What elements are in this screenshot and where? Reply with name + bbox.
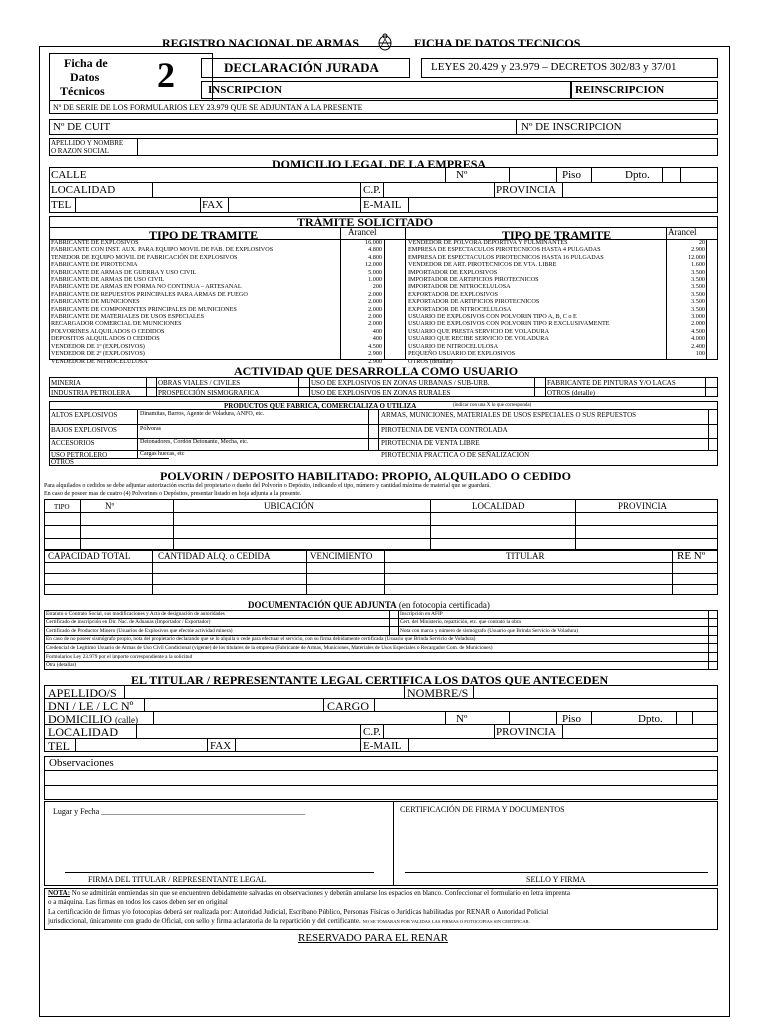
ficha-number: 2 (157, 55, 175, 95)
nota-text2: o a máquina. Las firmas en todos los casos deben ser en original (48, 898, 228, 906)
titular-title: EL TITULAR / REPRESENTANTE LEGAL CERTIFICA LOS DATOS QUE ANTECEDEN (131, 673, 609, 687)
producto-category: ALTOS EXPLOSIVOS (51, 411, 118, 419)
act-sismografica: PROSPECCIÓN SISMOGRAFICA (158, 389, 260, 397)
declaration-title: DECLARACIÓN JURADA (224, 60, 379, 75)
tit-tel-label: TEL (48, 739, 70, 753)
tramite-right-arancel: Arancel (668, 227, 697, 237)
tramite-left-item[interactable]: RECARGADOR COMERCIAL DE MUNICIONES (51, 320, 182, 328)
serie-label: Nº DE SERIE DE LOS FORMULARIOS LEY 23.979 QUE SE ADJUNTAN A LA PRESENTE (53, 103, 363, 112)
tit-piso-label: Piso (562, 713, 581, 725)
provincia-label: PROVINCIA (496, 184, 556, 196)
doc-subtitle: (en fotocopia certificada) (398, 600, 490, 610)
act-rurales: USO DE EXPLOSIVOS EN ZONAS RURALES (311, 389, 451, 397)
domicilio-title: DOMICILIO LEGAL DE LA EMPRESA (272, 157, 487, 171)
tramite-right-item[interactable]: USUARIO QUE PRESTA SERVICIO DE VOLADURA (408, 327, 550, 335)
productos-note: (indicar con una X lo que corresponda) (453, 403, 532, 408)
tit-cp-label: C.P. (363, 726, 381, 738)
reinscripcion-label: REINSCRIPCION (575, 84, 665, 96)
tramite-right-item[interactable]: EMPRESA DE ESPECTACULOS PIROTECNICOS HASTA 4 PULGADAS (408, 246, 601, 254)
tramite-right-item[interactable]: PEQUEÑO USUARIO DE EXPLOSIVOS (408, 350, 516, 358)
certificacion-label: CERTIFICACIÓN DE FIRMA Y DOCUMENTOS (400, 805, 565, 814)
registry-title: REGISTRO NACIONAL DE ARMAS (162, 36, 360, 50)
tramite-right-fee: 12.000 (687, 253, 705, 261)
razon-social-input[interactable] (138, 139, 717, 155)
tramite-left-col-title: TIPO DE TRAMITE (149, 228, 259, 242)
tramite-right-item[interactable]: VENDEDOR DE ART. PIROTECNICOS DE VTA. LIBRE (408, 261, 557, 269)
tramite-left-item[interactable]: FABRICANTE DE PIROTECNIA (51, 261, 138, 269)
doc-credencial: Credencial de Legítimo Usuario de Armas de Uso Civil Condicional (vigente) de los titulares de la empresa (Fabricante de Armas, Municiones, Materiales de Usos Especiales o Recargador Com. de Municiones) (46, 645, 493, 651)
tramite-left-item[interactable]: FABRICANTE DE ARMAS DE GUERRA Y USO CIVIL (51, 268, 197, 276)
producto-category: USO PETROLERO (51, 451, 108, 459)
firma-titular-label: FIRMA DEL TITULAR / REPRESENTANTE LEGAL (88, 875, 267, 884)
producto-category-right: PIROTECNIA PRACTICA O DE SEÑALIZACIÓN (381, 451, 530, 459)
tramite-right-item[interactable]: IMPORTADOR DE EXPLOSIVOS (408, 268, 498, 276)
doc-otra: Otra (detallar) (46, 662, 77, 668)
tramite-left-fee: 2.000 (368, 290, 382, 298)
polvorin-capacity-table (44, 549, 718, 595)
act-obras: OBRAS VIALES / CIVILES (158, 379, 241, 387)
doc-aduanas: Certificado de inscripción en Dir. Nac. de Aduanas (Importador / Exportador) (46, 619, 211, 625)
ficha-line1: Ficha de (64, 56, 108, 70)
tramite-right-item[interactable]: EXPORTADOR DE NITROCELULOSA (408, 305, 512, 313)
tit-cargo-label: CARGO (327, 699, 370, 713)
tramite-right-fee: 2.900 (691, 246, 705, 254)
tramite-right-item[interactable]: IMPORTADOR DE NITROCELULOSA (408, 283, 511, 291)
tramite-left-fee: 2.000 (368, 298, 382, 306)
tramite-right-fee: 3.000 (691, 313, 705, 321)
piso-label: Piso (562, 169, 581, 181)
tramite-right-item[interactable]: USUARIO QUE RECIBE SERVICIO DE VOLADURA (408, 335, 549, 343)
polv-re: RE Nº (677, 550, 706, 562)
nota-text5: NO SE TOMARAN POR VALIDAS LAS FIRMAS O FOTOCOPIAS SIN CERTIFICAR. (362, 919, 530, 924)
tramite-left-fee: 5.000 (368, 268, 382, 276)
reservado-renar: RESERVADO PARA EL RENAR (298, 932, 448, 944)
tramite-left-item[interactable]: POLVORINES ALQUILADOS O CEDIDOS (51, 327, 165, 335)
polvorin-note2: En caso de poseer mas de cuatro (4) Polvorines o Depósitos, presentar listado en hoja adjunta a la presente. (44, 491, 302, 497)
tit-email-label: E-MAIL (363, 740, 402, 752)
tramite-right-fee: 20 (698, 239, 705, 246)
tramite-right-fee (666, 358, 705, 365)
tramite-right-item[interactable]: IMPORTADOR DE ARTIFICIOS PIROTECNICOS (408, 276, 539, 284)
tramite-left-fee: 2.900 (368, 350, 382, 358)
tramite-right-item[interactable]: EXPORTADOR DE EXPLOSIVOS (408, 290, 498, 298)
producto-category: ACCESORIOS (51, 439, 95, 447)
tramite-right-item[interactable]: USUARIO DE EXPLOSIVOS CON POLVORIN TIPO A, B, C o E (408, 313, 577, 321)
tramite-left-item[interactable]: FABRICANTE DE MUNICIONES (51, 298, 140, 306)
tramite-left-item[interactable]: FABRICANTE CON INST. AUX. PARA EQUIPO MOVIL DE FAB. DE EXPLOSIVOS (51, 246, 274, 254)
nota-text1: No se admitirán enmiendas sin que se encuentren debidamente salvadas en observaciones y deberán anularse los espacios en blanco. Confeccionar el formulario en letra imprenta (71, 889, 570, 897)
tramite-left-item[interactable]: FABRICANTE DE ARMAS EN FORMA NO CONTINUA – ARTESANAL (51, 283, 242, 291)
tramite-right-fee: 4.500 (691, 327, 705, 335)
producto-category: BAJOS EXPLOSIVOS (51, 426, 117, 434)
tramite-right-item[interactable]: EMPRESA DE ESPECTACULOS PIROTECNICOS HASTA 16 PULGADAS (408, 253, 604, 261)
localidad-label: LOCALIDAD (51, 184, 116, 196)
producto-category-right: ARMAS, MUNICIONES, MATERIALES DE USOS ESPECIALES O SUS REPUESTOS (381, 411, 637, 419)
tramite-left-fee: 2.000 (368, 313, 382, 321)
doc-sismografo: Nota con marca y número de sismógrafo (Usuario que Brinda Servicio de Voladura) (400, 628, 579, 634)
tit-localidad-label: LOCALIDAD (48, 725, 118, 739)
tit-apellidos-label: APELLIDO/S (48, 686, 117, 700)
ficha-line3: Técnicos (60, 84, 105, 98)
tramite-left-fee: 4.800 (368, 246, 382, 254)
polv-provincia: PROVINCIA (618, 501, 668, 511)
producto-category: OTROS (51, 458, 74, 466)
tramite-left-fee: 12.000 (364, 261, 382, 269)
tramite-left-item[interactable]: TENEDOR DE EQUIPO MOVIL DE FABRICACIÓN DE EXPLOSIVOS (51, 253, 238, 261)
tramite-left-item[interactable]: FABRICANTE DE ARMAS DE USO CIVIL (51, 276, 165, 284)
sello-firma-label: SELLO Y FIRMA (526, 875, 586, 884)
doc-estatuto: Estatuto o Contrato Social, sus modificaciones y Acta de designación de autoridades (46, 611, 225, 617)
email-label: E-MAIL (363, 199, 402, 211)
tramite-left-fee: 2.000 (368, 320, 382, 328)
laws-text: LEYES 20.429 y 23.979 – DECRETOS 302/83 y 37/01 (431, 61, 677, 73)
producto-detail: Cargas huecas, etc (140, 451, 185, 457)
razon-social-label-1: APELLIDO Y NOMBRE (51, 139, 124, 147)
tramite-left-fee: 4.500 (368, 342, 382, 350)
tramite-left-fee: 400 (372, 335, 382, 343)
tit-dni-label: DNI / LE / LC Nº (48, 699, 134, 713)
act-petrolera: INDUSTRIA PETROLERA (51, 389, 131, 397)
polv-vencimiento: VENCIMIENTO (310, 551, 373, 561)
tramite-left-item[interactable]: VENDEDOR DE NITROCELULOSA (51, 357, 148, 365)
producto-detail: Dinamitas, Barros, Agente de Voladura, ANFO, etc. (140, 411, 265, 417)
cuit-input[interactable] (130, 119, 516, 135)
tit-fax-label: FAX (210, 740, 232, 752)
producto-detail: Detonadores, Cordón Detonante, Mecha, etc. (140, 439, 249, 445)
tramite-right-fee: 3.500 (691, 276, 705, 284)
ficha-line2: Datos (70, 70, 100, 84)
lugar-fecha: Lugar y Fecha ___________________________________________________ (53, 807, 306, 816)
tramite-left-item[interactable]: FABRICANTE DE EXPLOSIVOS (51, 239, 139, 246)
tramite-right-col-title: TIPO DE TRAMITE (502, 228, 612, 242)
act-otros: OTROS (detalle) (547, 389, 596, 397)
tramite-right-item[interactable]: USUARIO DE NITROCELULOSA (408, 342, 499, 350)
doc-title: DOCUMENTACIÓN QUE ADJUNTA (248, 600, 397, 610)
doc-title-row (248, 600, 490, 610)
tit-domicilio-label: DOMICILIO (48, 712, 112, 726)
tramite-left-fee: 4.800 (368, 253, 382, 261)
dpto-label: Dpto. (625, 169, 650, 181)
nota-line1 (48, 889, 570, 897)
tit-provincia-label: PROVINCIA (496, 726, 556, 738)
tramite-left-fee: 200 (372, 283, 382, 291)
polvorin-title: POLVORIN / DEPOSITO HABILITADO: PROPIO, ALQUILADO O CEDIDO (160, 469, 571, 483)
polv-cantidad: CANTIDAD ALQ. o CEDIDA (158, 551, 271, 561)
tramite-left-fee: 1.000 (368, 276, 382, 284)
tramite-right-fee: 100 (695, 350, 705, 358)
tit-calle-label: (calle) (115, 715, 138, 725)
razon-social-label-2: O RAZON SOCIAL (51, 147, 109, 155)
polvorin-note1: Para alquilados o cedidos se debe adjuntar autorización escrita del propietario o dueño del Polvorín o Depósito, indicando el tipo, número y cantidad máxima de material que se guardará. (44, 483, 491, 489)
producto-category-right: PIROTECNIA DE VENTA LIBRE (381, 439, 480, 447)
tramite-left-item[interactable]: FABRICANTE DE MATERIALES DE USOS ESPECIALES (51, 313, 205, 321)
polv-tipo: TIPO (54, 503, 70, 511)
tramite-left-fee: 16.000 (364, 239, 382, 246)
tramite-right-fee: 3.500 (691, 283, 705, 291)
form-page (39, 46, 730, 1017)
doc-formularios: Formularios Ley 23.979 por el importe correspondiente a la solicitud (46, 654, 193, 660)
polv-capacidad: CAPACIDAD TOTAL (48, 551, 131, 561)
tramite-title: TRÁMITE SOLICITADO (297, 215, 434, 229)
tramite-left-item[interactable]: VENDEDOR DE 1º (EXPLOSIVOS) (51, 342, 145, 350)
tel-label: TEL (51, 199, 72, 211)
tramite-right-item[interactable]: EXPORTADOR DE ARTIFICIOS PIROTECNICOS (408, 298, 540, 306)
cuit-label: Nº DE CUIT (53, 121, 111, 133)
tramite-right-fee: 3.500 (691, 305, 705, 313)
tramite-right-fee: 3.500 (691, 268, 705, 276)
tramite-left-item[interactable]: DEPOSITOS ALQUILADOS O CEDIDOS (51, 335, 160, 343)
act-pinturas: FABRICANTE DE PINTURAS Y/O LACAS (547, 379, 676, 387)
doc-productor: Certificado de Productor Minero (Usuarios de Explosivos que efectúe actividad minera) (46, 628, 233, 634)
polv-titular: TITULAR (506, 551, 545, 561)
calle-label: CALLE (51, 169, 87, 181)
tramite-right-fee: 3.500 (691, 290, 705, 298)
doc-sismografo-alquilado: En caso de no poseer sismógrafo propio, nota del propietario declarando que se lo alquila o cede para efectuar el servicio, con su firma debidamente certificada (Usuario que Brinda Servicio de Voladura) (46, 636, 476, 642)
nro-label: Nº (456, 169, 468, 181)
nota-text3: La certificación de firmas y/o fotocopias deberá ser realizada por: Autoridad Judicial, Escribano Público, Personas Físicas o Jurídicas habilitadas por RENAR o Autoridad Policial (48, 908, 549, 916)
tramite-left-item[interactable]: VENDEDOR DE 2º (EXPLOSIVOS) (51, 350, 145, 358)
tramite-right-fee: 4.000 (691, 335, 705, 343)
tramite-right-fee: 2.000 (691, 320, 705, 328)
form-type-title: FICHA DE DATOS TECNICOS (414, 36, 581, 50)
productos-title: PRODUCTOS QUE FABRICA, COMERCIALIZA O UTILIZA (224, 402, 417, 410)
tramite-left-item[interactable]: FABRICANTE DE COMPONENTES PRINCIPALES DE MUNICIONES (51, 305, 237, 313)
tramite-left-item[interactable]: FABRICANTE DE REPUESTOS PRINCIPALES PARA ARMAS DE FUEGO (51, 290, 248, 298)
doc-afip: Inscripción en AFIP (400, 611, 443, 617)
tramite-right-item[interactable]: OTROS (detallar) (408, 357, 453, 365)
nota-line4 (48, 917, 530, 925)
tramite-right-fee: 2.400 (691, 342, 705, 350)
act-mineria: MINERIA (51, 379, 81, 387)
actividad-title: ACTIVIDAD QUE DESARROLLA COMO USUARIO (234, 364, 519, 378)
inscripcion-label: INSCRIPCION (208, 84, 282, 96)
tramite-left-arancel: Arancel (348, 227, 377, 237)
observaciones-box[interactable] (44, 756, 718, 800)
tit-nombres-label: NOMBRE/S (407, 686, 469, 700)
cp-label: C.P. (363, 184, 381, 196)
tramite-right-fee: 3.500 (691, 298, 705, 306)
tramite-right-item[interactable]: VENDEDOR DE POLVORA DEPORTIVA Y FULMINANTES (408, 239, 568, 246)
fax-label: FAX (202, 199, 224, 211)
tramite-left-fee: 2.900 (368, 357, 382, 365)
nro-inscripcion-label: Nº DE INSCRIPCION (521, 121, 622, 133)
producto-detail: Pólvoras (140, 426, 161, 432)
tramite-right-item[interactable]: USUARIO DE EXPLOSIVOS CON POLVORIN TIPO R EXCLUSIVAMENTE (408, 320, 610, 328)
polv-nro: Nº (105, 501, 115, 511)
tramite-left-fee: 400 (372, 327, 382, 335)
tramite-left-fee: 2.000 (368, 305, 382, 313)
tramite-right-fee: 1.600 (691, 261, 705, 269)
tit-dpto-label: Dpto. (638, 713, 663, 725)
polv-ubicacion: UBICACIÓN (264, 501, 315, 511)
doc-ministerio: Cert. del Ministerio, repartición, etc. que contrató la obra (400, 619, 521, 625)
polv-localidad: LOCALIDAD (472, 501, 525, 511)
nota-text4: jurisdiccional, únicamente con grado de Oficial, con sello y firma aclaratoria de la repartición y del certificante. (48, 917, 361, 925)
nota-label: NOTA: (48, 889, 71, 897)
tit-nro-label: Nº (456, 713, 468, 725)
observaciones-label: Observaciones (49, 757, 114, 769)
producto-category-right: PIROTECNIA DE VENTA CONTROLADA (381, 426, 508, 434)
act-urbanas: USO DE EXPLOSIVOS EN ZONAS URBANAS / SUB-URB. (311, 379, 490, 387)
